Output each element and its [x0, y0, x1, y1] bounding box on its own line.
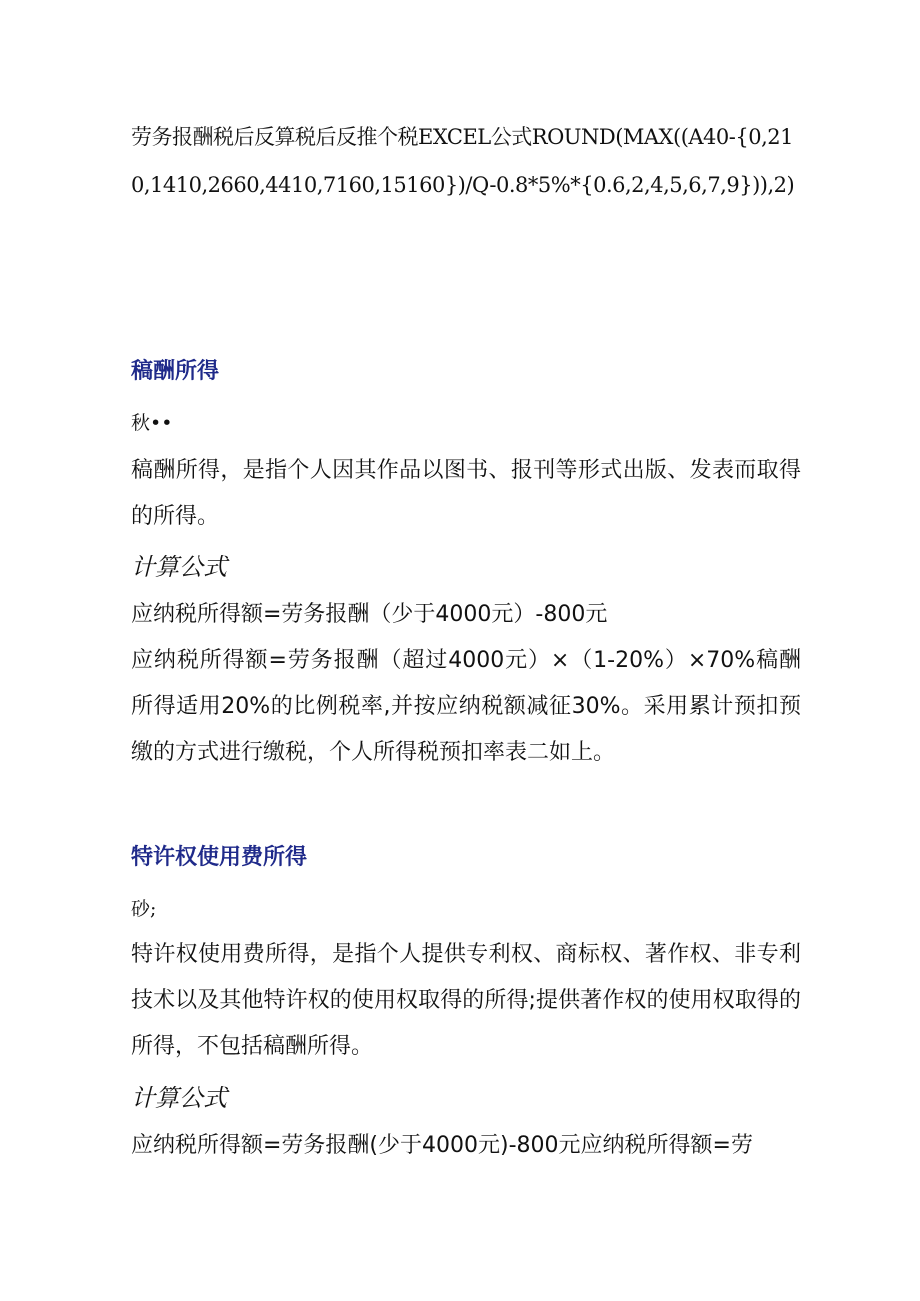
section-mark: 砂;: [131, 898, 157, 920]
section-heading-royalty: 稿酬所得: [131, 359, 220, 384]
franchise-definition: 特许权使用费所得，是指个人提供专利权、商标权、著作权、非专利技术以及其他特许权的使用权取得的所得;提供著作权的使用权取得的所得，不包括稿酬所得。: [131, 942, 801, 1059]
calc-formula-title: 计算公式: [131, 1084, 227, 1112]
intro-paragraph: 劳务报酬税后反算税后反推个税EXCEL公式ROUND(MAX((A40-{0,210,1410,2660,4410,7160,15160})/Q-0.8*5%*{0.6,2,4,5,6,7,9})),2): [131, 125, 795, 197]
calc-formula-title: 计算公式: [131, 553, 227, 581]
formula-line: 应纳税所得额=劳务报酬（少于4000元）-800元: [131, 602, 608, 627]
formula-line: 应纳税所得额=劳务报酬(少于4000元)-800元应纳税所得额=劳: [131, 1133, 753, 1158]
section-mark: 秋••: [131, 412, 173, 434]
royalty-definition: 稿酬所得，是指个人因其作品以图书、报刊等形式出版、发表而取得的所得。: [131, 458, 801, 529]
formula-paragraph: 应纳税所得额=劳务报酬（超过4000元）×（1-20%）×70%稿酬所得适用20%的比例税率,并按应纳税额减征30%。采用累计预扣预缴的方式进行缴税，个人所得税预扣率表二如上。: [131, 648, 801, 765]
section-heading-franchise: 特许权使用费所得: [131, 845, 308, 870]
